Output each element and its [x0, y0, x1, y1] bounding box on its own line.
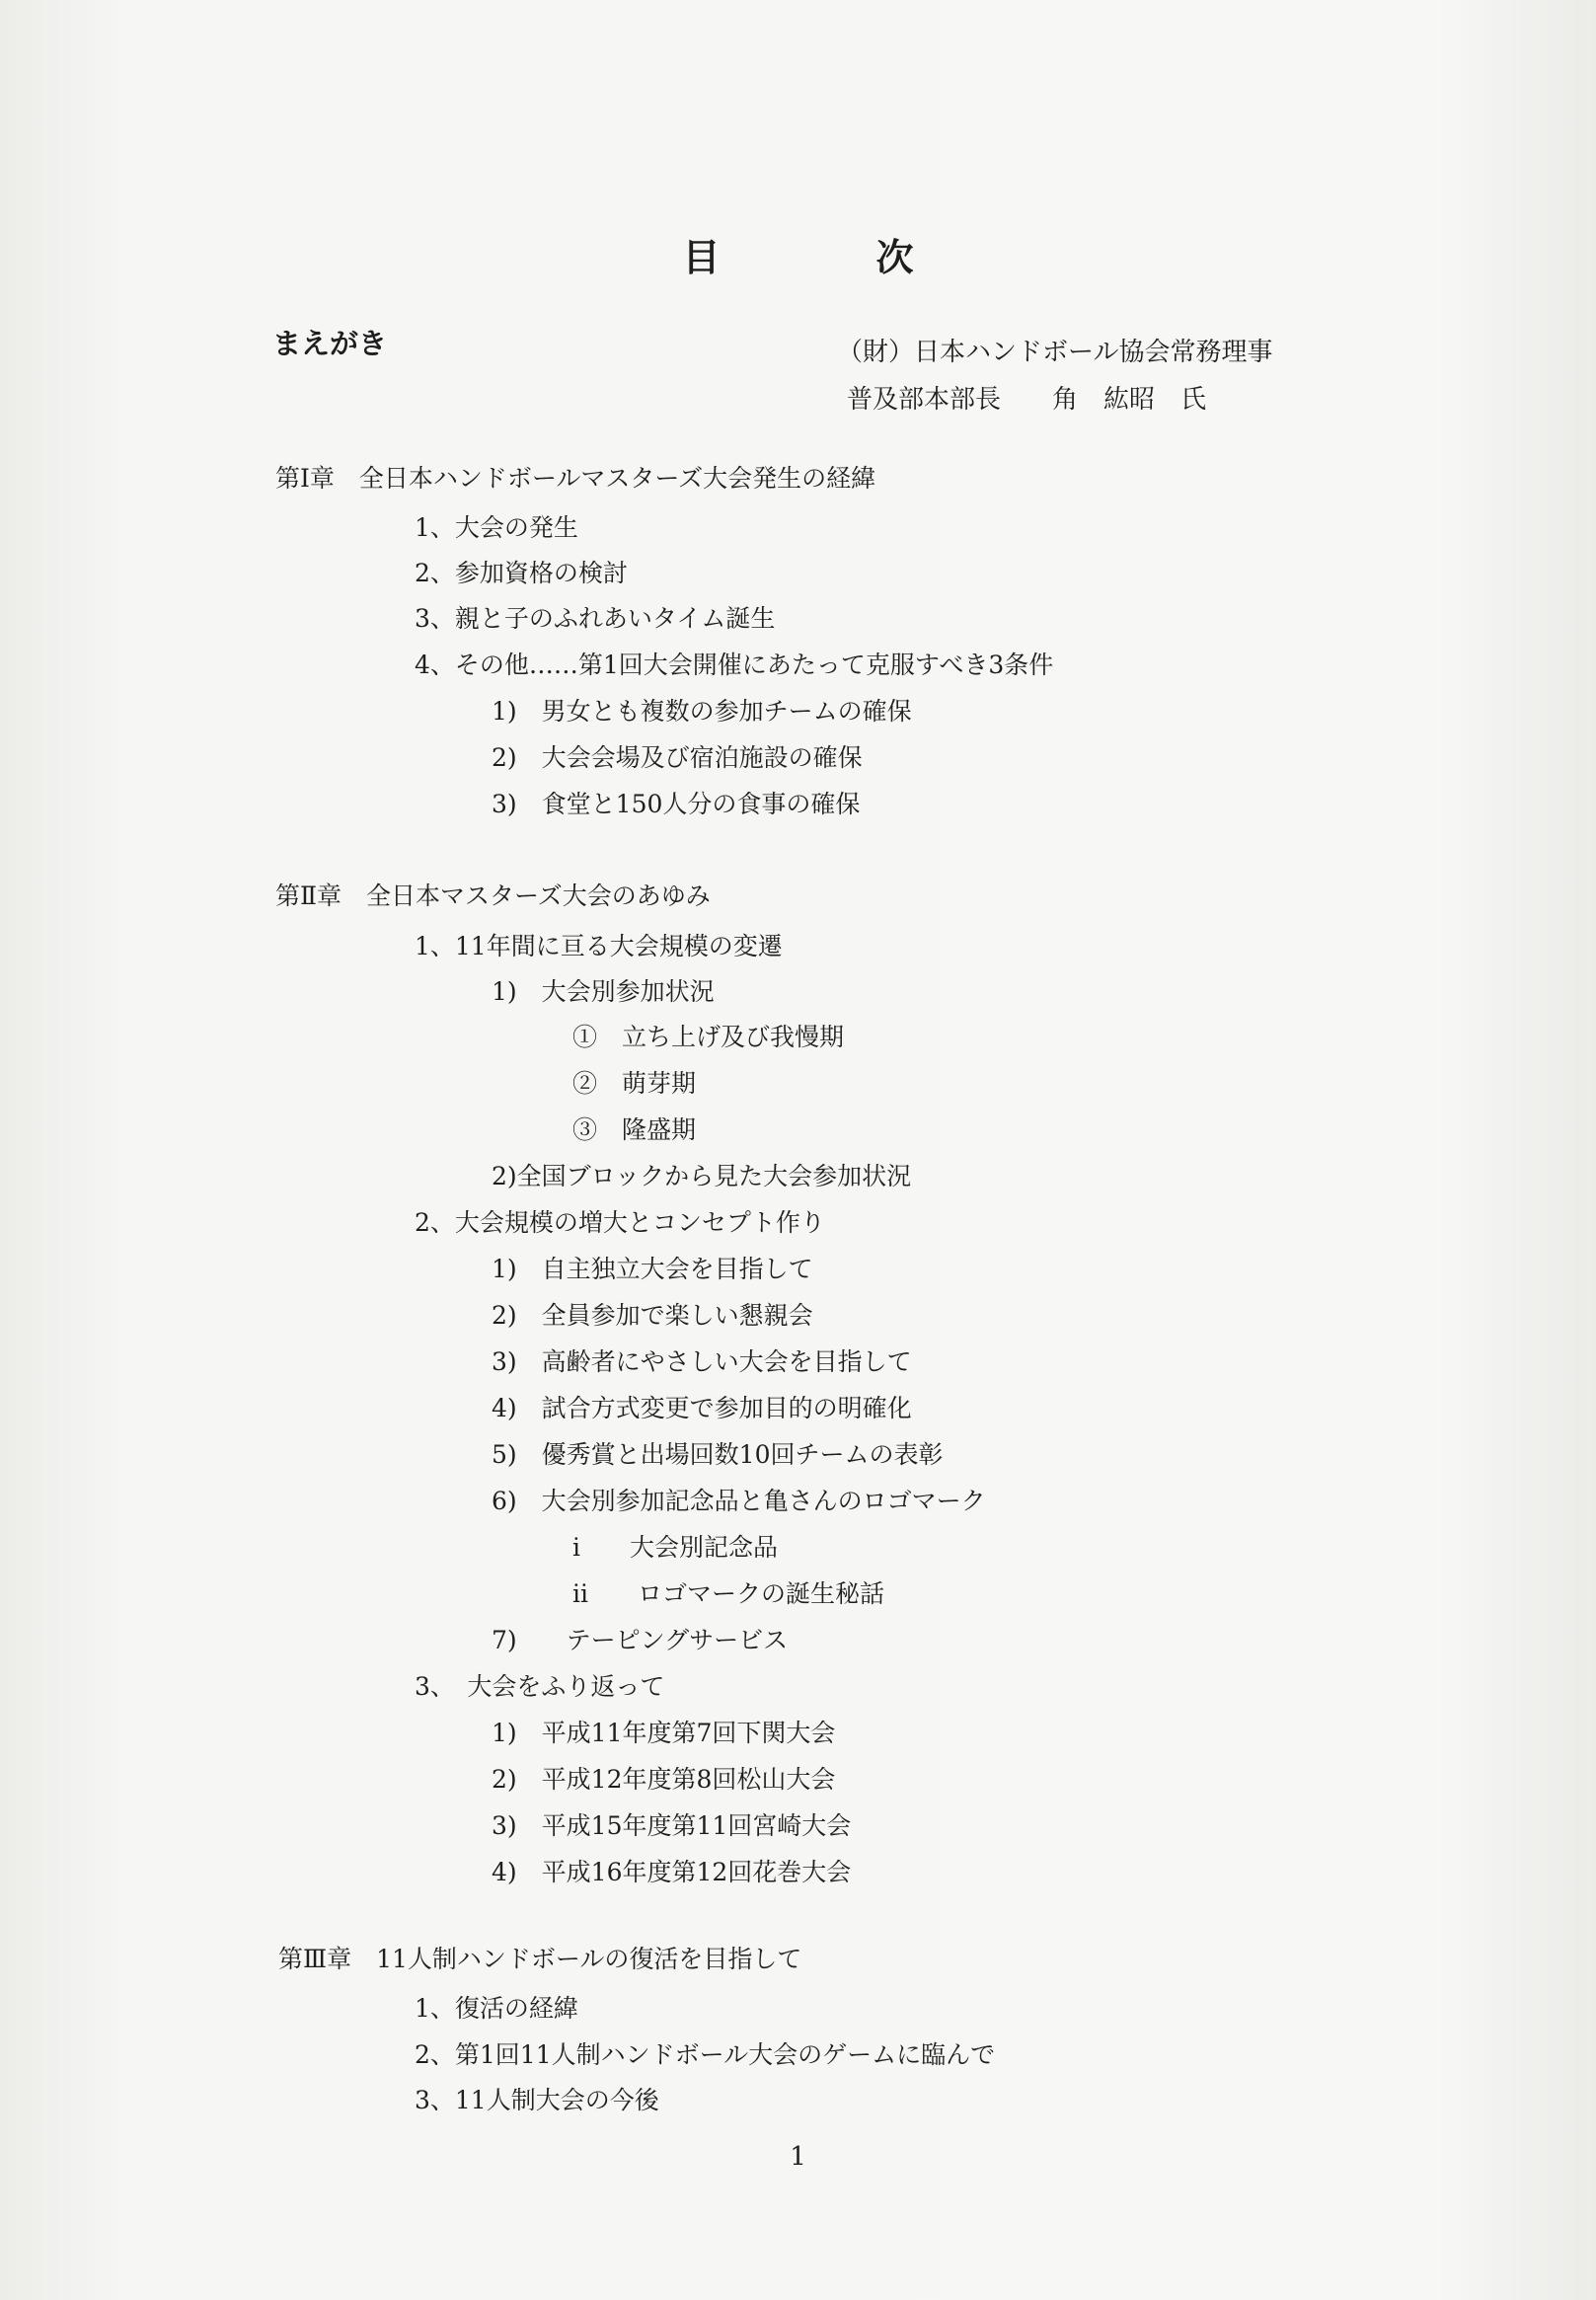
toc-item: 2、大会規模の増大とコンセプト作り — [415, 1208, 825, 1237]
toc-subitem: 1) 自主独立大会を目指して — [492, 1255, 813, 1283]
toc-subitem: 5) 優秀賞と出場回数10回チームの表彰 — [492, 1440, 944, 1469]
page-number: 1 — [790, 2142, 806, 2172]
toc-subsubitem: ② 萌芽期 — [572, 1069, 697, 1098]
page-title: 目 次 — [682, 235, 973, 279]
toc-subsubitem: ① 立ち上げ及び我慢期 — [572, 1023, 845, 1051]
toc-subitem: 7) テーピングサービス — [492, 1626, 789, 1654]
toc-subitem: 2) 大会会場及び宿泊施設の確保 — [492, 743, 863, 772]
toc-item: 2、参加資格の検討 — [415, 559, 628, 587]
toc-subitem: 4) 試合方式変更で参加目的の明確化 — [492, 1394, 912, 1422]
toc-item: 1、11年間に亘る大会規模の変遷 — [415, 932, 783, 960]
toc-subitem: 6) 大会別参加記念品と亀さんのロゴマーク — [492, 1487, 986, 1515]
toc-subitem: 2) 全員参加で楽しい懇親会 — [492, 1301, 813, 1330]
toc-subitem: 1) 平成11年度第7回下関大会 — [492, 1719, 836, 1747]
toc-item: 1、復活の経緯 — [415, 1994, 578, 2023]
toc-subsubitem: ③ 隆盛期 — [572, 1115, 697, 1144]
toc-subitem: 3) 高齢者にやさしい大会を目指して — [492, 1347, 912, 1376]
toc-chapter-3: 第Ⅲ章 11人制ハンドボールの復活を目指して — [278, 1945, 802, 1973]
toc-item: 3、 大会をふり返って — [415, 1672, 665, 1701]
toc-subsubitem: i 大会別記念品 — [572, 1533, 778, 1562]
preface-label: まえがき — [272, 327, 388, 360]
preface-author-org: （財）日本ハンドボール協会常務理事 — [837, 338, 1273, 367]
toc-subitem: 3) 食堂と150人分の食事の確保 — [492, 790, 861, 818]
toc-item: 3、11人制大会の今後 — [415, 2086, 659, 2114]
toc-subitem: 2) 平成12年度第8回松山大会 — [492, 1765, 836, 1794]
toc-item: 3、親と子のふれあいタイム誕生 — [415, 604, 776, 633]
toc-item: 2、第1回11人制ハンドボール大会のゲームに臨んで — [415, 2040, 996, 2069]
toc-item: 1、大会の発生 — [415, 513, 578, 542]
toc-subitem: 4) 平成16年度第12回花巻大会 — [492, 1858, 852, 1886]
preface-author-name: 普及部本部長 角 紘昭 氏 — [847, 385, 1207, 415]
toc-subitem: 1) 男女とも複数の参加チームの確保 — [492, 697, 912, 726]
toc-subitem: 1) 大会別参加状況 — [492, 977, 715, 1006]
toc-chapter-1: 第Ⅰ章 全日本ハンドボールマスターズ大会発生の経緯 — [275, 464, 876, 493]
toc-subitem: 2)全国ブロックから見た大会参加状況 — [492, 1162, 912, 1190]
toc-item: 4、その他……第1回大会開催にあたって克服すべき3条件 — [415, 651, 1054, 679]
toc-chapter-2: 第Ⅱ章 全日本マスターズ大会のあゆみ — [275, 882, 711, 910]
toc-subitem: 3) 平成15年度第11回宮崎大会 — [492, 1811, 852, 1840]
toc-subsubitem: ii ロゴマークの誕生秘話 — [572, 1579, 884, 1608]
